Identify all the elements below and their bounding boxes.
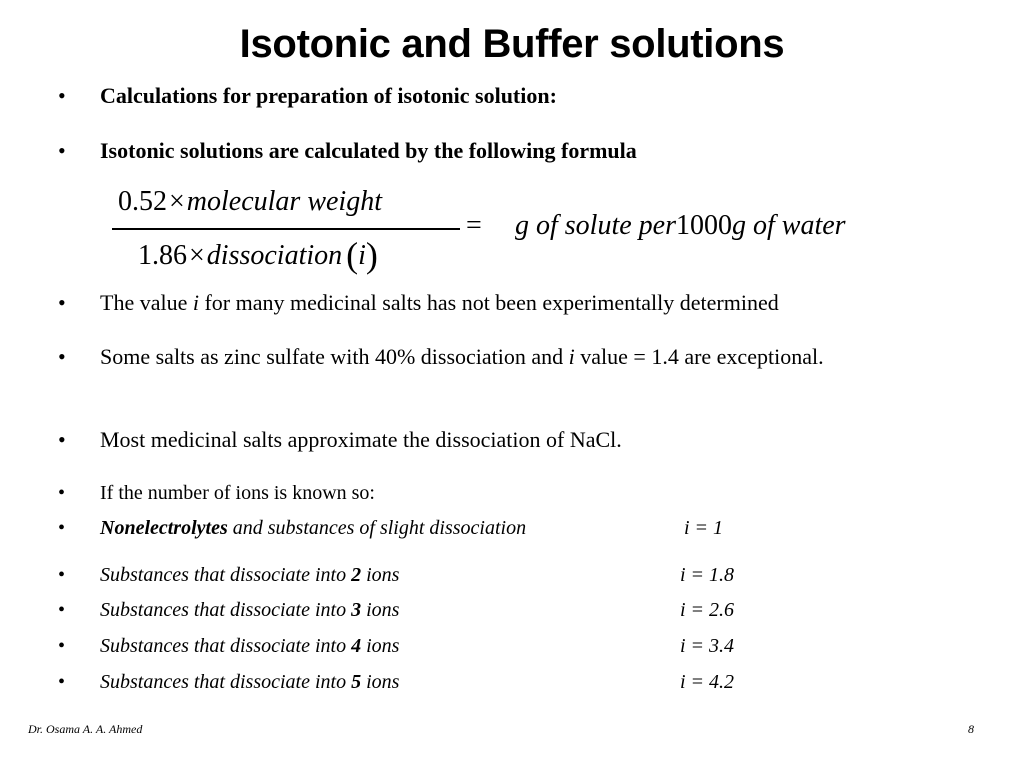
bullet-marker: •: [58, 635, 66, 657]
text-segment: Some salts as zinc sulfate with 40% dissociation and: [100, 344, 569, 369]
ion-item-2: [100, 563, 984, 587]
bullet-marker: •: [58, 517, 66, 539]
text-segment: ions: [361, 564, 400, 586]
bullet-value-i-undetermined: [100, 291, 984, 315]
formula-rhs: [515, 210, 846, 242]
text-segment: ions: [361, 635, 400, 657]
text-segment: value = 1.4 are exceptional.: [574, 344, 824, 369]
rhs-number: 1000: [676, 210, 732, 241]
denominator-constant: 1.86: [138, 240, 187, 271]
slide-title: Isotonic and Buffer solutions: [239, 22, 785, 66]
nonelectrolytes-label: Nonelectrolytes: [100, 517, 228, 539]
i-value: i = 4.2: [680, 671, 735, 693]
text-segment: for many medicinal salts has not been experimentally determined: [198, 290, 779, 315]
paren-variable: i: [358, 240, 366, 271]
text-segment: Substances that dissociate into: [100, 671, 352, 693]
isotonic-formula: [100, 180, 960, 280]
text-segment: ions: [361, 671, 400, 693]
ion-item-3: [100, 598, 984, 622]
bullet-formula-intro: Isotonic solutions are calculated by the following formula: [100, 138, 637, 163]
bullet-marker: •: [58, 83, 66, 108]
bullet-marker: •: [58, 427, 66, 452]
footer-page-number: 8: [968, 722, 974, 736]
ion-count: 3: [351, 599, 362, 621]
bullet-marker: •: [58, 482, 66, 504]
text-segment: ions: [361, 599, 400, 621]
bullet-nacl: Most medicinal salts approximate the dissociation of NaCl.: [100, 427, 622, 452]
ion-item-5: [100, 670, 984, 694]
variable-i: i: [192, 290, 199, 315]
bullet-marker: •: [58, 671, 66, 693]
equals-sign: =: [466, 210, 482, 241]
ion-item-4: [100, 634, 984, 658]
ion-count: 5: [351, 671, 362, 693]
text-segment: Substances that dissociate into: [100, 564, 352, 586]
i-value: i = 2.6: [680, 599, 735, 621]
bullet-zinc-sulfate: [100, 345, 930, 369]
paren-open: (: [346, 235, 359, 275]
footer-author: Dr. Osama A. A. Ahmed: [28, 722, 143, 736]
variable-i: i: [568, 344, 575, 369]
times-sign: ×: [169, 186, 185, 217]
bullet-marker: •: [58, 564, 66, 586]
paren-close: ): [365, 235, 378, 275]
bullet-calculations-heading: Calculations for preparation of isotonic solution:: [100, 83, 557, 108]
times-sign: ×: [189, 240, 205, 271]
bullet-marker: •: [58, 344, 66, 369]
numerator-constant: 0.52: [118, 186, 167, 217]
rhs-solute: g of solute per: [515, 210, 676, 241]
numerator-variable: molecular weight: [186, 186, 382, 217]
ion-count: 2: [351, 564, 362, 586]
formula-denominator: [138, 234, 378, 276]
rhs-water: g of water: [732, 210, 846, 241]
bullet-ions-known: If the number of ions is known so:: [100, 482, 375, 504]
i-value: i = 3.4: [680, 635, 735, 657]
denominator-variable: dissociation: [206, 240, 343, 271]
text-segment: Substances that dissociate into: [100, 599, 352, 621]
bullet-marker: •: [58, 138, 66, 163]
ion-item-nonelectrolytes: [100, 516, 984, 540]
formula-numerator: [118, 186, 382, 218]
i-value: i = 1.8: [680, 564, 735, 586]
text-segment: and substances of slight dissociation: [227, 517, 527, 539]
text-segment: The value: [100, 290, 193, 315]
bullet-marker: •: [58, 599, 66, 621]
fraction-bar: [112, 228, 460, 230]
text-segment: Substances that dissociate into: [100, 635, 352, 657]
i-value: i = 1: [684, 517, 724, 539]
bullet-marker: •: [58, 290, 66, 315]
ion-count: 4: [351, 635, 362, 657]
